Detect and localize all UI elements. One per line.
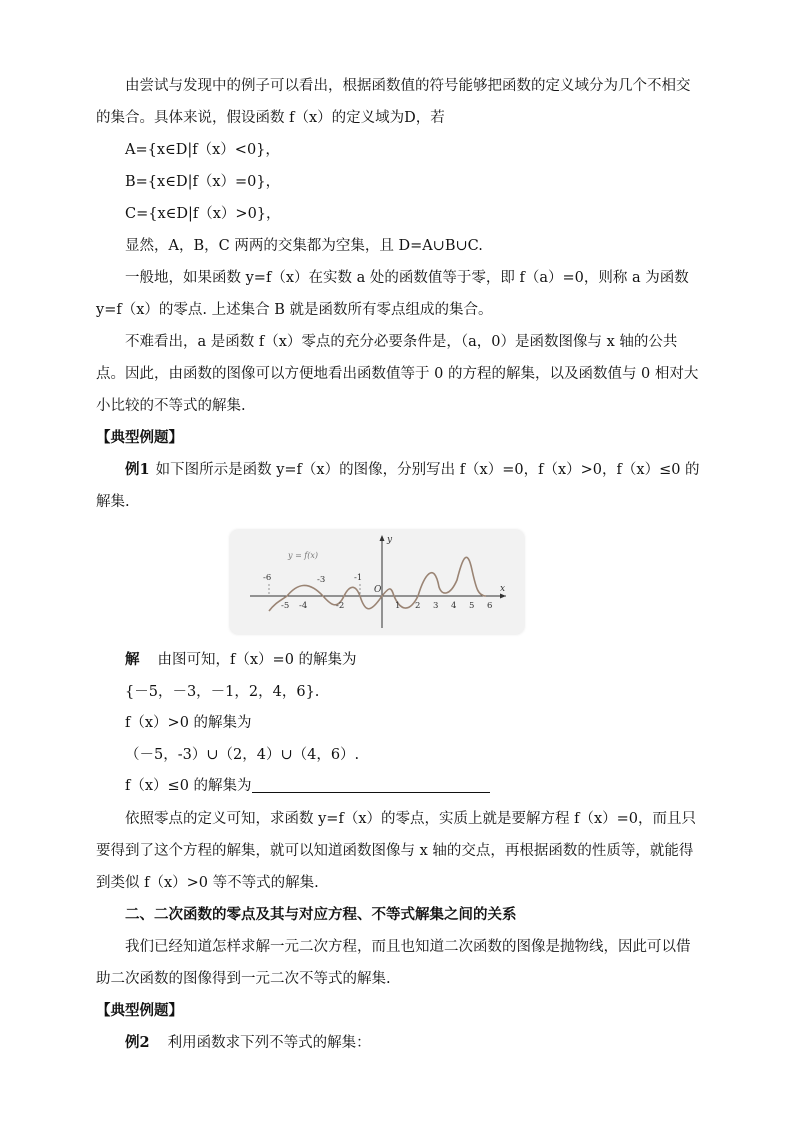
solution-line-3: f（x）>0 的解集为 [125, 715, 252, 731]
tick-5: 5 [469, 601, 475, 611]
x-axis-label: x [500, 584, 506, 594]
solution-text-5: f（x）≤0 的解集为 [125, 778, 252, 794]
tick-2: 2 [415, 601, 421, 611]
y-axis-label: y [387, 535, 393, 545]
tick-6: 6 [487, 601, 493, 611]
tick-3: 3 [433, 601, 439, 611]
set-c: C={x∈D|f（x）>0}， [125, 206, 281, 222]
answer-blank[interactable] [252, 776, 490, 793]
set-a: A={x∈D|f（x）<0}， [125, 142, 280, 158]
section-2-title: 二、二次函数的零点及其与对应方程、不等式解集之间的关系 [125, 905, 517, 923]
obvious-statement: 显然，A，B，C 两两的交集都为空集，且 D=A∪B∪C. [125, 238, 483, 254]
example-1-label: 例1 [125, 461, 150, 478]
set-b: B={x∈D|f（x）=0}， [125, 174, 281, 190]
example-1 [96, 454, 702, 518]
solution-label: 解 [125, 651, 140, 668]
tick-minus-3: -3 [317, 575, 326, 585]
example-1-text: 如下图所示是函数 y=f（x）的图像，分别写出 f（x）=0，f（x）>0，f（x）≤0 的解集. [96, 462, 700, 510]
solution-line-5 [96, 771, 702, 803]
function-graph-figure [230, 530, 524, 634]
typical-example-heading-1: 【典型例题】 [96, 429, 183, 446]
solution-line-1 [96, 644, 702, 677]
intro-paragraph-1: 由尝试与发现中的例子可以看出，根据函数值的符号能够把函数的定义域分为几个不相交的集合。具体来说，假设函数 f（x）的定义域为D，若 [96, 78, 691, 126]
zero-definition: 一般地，如果函数 y=f（x）在实数 a 处的函数值等于零，即 f（a）=0，则称 a 为函数 y=f（x）的零点. 上述集合 B 就是函数所有零点组成的集合。 [96, 270, 689, 318]
origin-label: O [374, 585, 382, 595]
typical-example-heading-2: 【典型例题】 [96, 1001, 183, 1019]
zero-condition: 不难看出，a 是函数 f（x）零点的充分必要条件是，（a，0）是函数图像与 x 轴的公共点。因此，由函数的图像可以方便地看出函数值等于 0 的方程的解集，以及函数值与 0 相对大小比较的不等式的解集. [96, 334, 699, 414]
tick-minus-4: -4 [299, 601, 308, 611]
function-graph [230, 530, 524, 634]
solution-line-4: （－5，-3）∪（2，4）∪（4，6）. [125, 746, 360, 763]
solution-line-2: {－5，－3，－1，2，4，6}. [125, 683, 320, 700]
tick-minus-2: -2 [336, 601, 345, 611]
page-content [96, 70, 702, 1059]
x-axis-arrow-icon [500, 594, 506, 599]
example-2 [96, 1027, 702, 1059]
zero-method-paragraph: 依照零点的定义可知，求函数 y=f（x）的零点，实质上就是要解方程 f（x）=0，而且只要得到了这个方程的解集，就可以知道函数图像与 x 轴的交点，再根据函数的性质等，就能得到类似 f（x）>0 等不等式的解集. [96, 810, 697, 891]
tick-4: 4 [451, 601, 457, 611]
example-2-text: 利用函数求下列不等式的解集： [167, 1034, 371, 1051]
curve-label: y = f(x) [288, 551, 319, 560]
tick-minus-5: -5 [281, 601, 290, 611]
solution-text-1: 由图可知，f（x）=0 的解集为 [157, 652, 357, 668]
tick-1: 1 [395, 601, 401, 611]
example-2-label: 例2 [125, 1033, 150, 1051]
y-axis-arrow-icon [380, 535, 385, 541]
tick-minus-6: -6 [263, 573, 272, 583]
section-2-paragraph: 我们已经知道怎样求解一元二次方程，而且也知道二次函数的图像是抛物线，因此可以借助二次函数的图像得到一元二次不等式的解集. [96, 938, 691, 987]
tick-minus-1: -1 [354, 573, 363, 583]
